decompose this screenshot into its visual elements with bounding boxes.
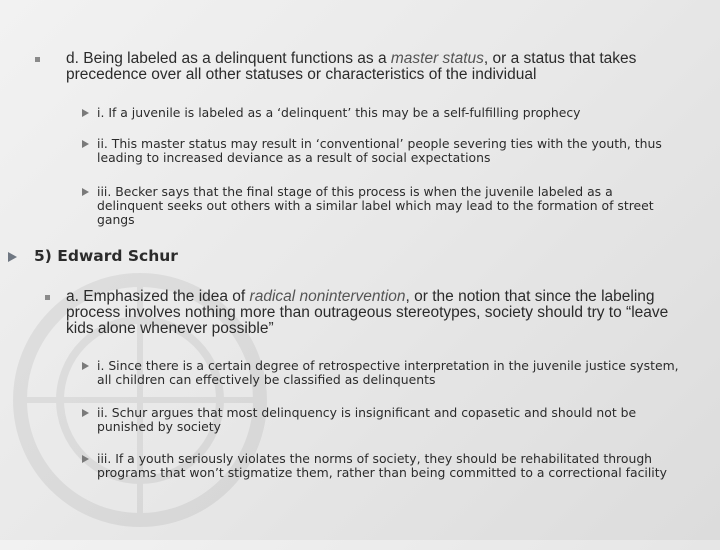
- square-bullet-icon: [35, 57, 40, 62]
- arrow-bullet-icon: [82, 409, 89, 417]
- point-a-i: i. Since there is a certain degree of retrospective interpretation in the juvenile justice system, all children can effectively be classified as delinquents: [97, 358, 679, 387]
- arrow-bullet-icon: [82, 109, 89, 117]
- point-a-text: a. Emphasized the idea of: [66, 288, 250, 305]
- point-a-ii: ii. Schur argues that most delinquency is insignificant and copasetic and should not be punished by society: [97, 405, 637, 434]
- arrow-bullet-icon: [82, 140, 89, 148]
- point-a-text-rest: , or the notion that since the labeling process involves nothing more than outrageous stereotypes, society should try to “leave kids alone whenever possible”: [66, 288, 669, 337]
- point-d-text: d. Being labeled as a delinquent functions as a: [66, 50, 391, 67]
- point-d-i: i. If a juvenile is labeled as a ‘delinquent’ this may be a self-fulfilling prophecy: [97, 105, 581, 120]
- arrow-bullet-icon: [82, 455, 89, 463]
- square-bullet-icon: [45, 295, 50, 300]
- point-d-text-rest: , or a status that takes precedence over all other statuses or characteristics of the individual: [66, 50, 637, 83]
- point-d-italic: master status: [390, 50, 484, 67]
- point-a-italic: radical nonintervention: [249, 288, 406, 305]
- arrow-bullet-icon: [8, 252, 17, 262]
- point-d-iii: iii. Becker says that the final stage of this process is when the juvenile labeled as a delinquent seeks out others with a similar label which may lead to the formation of street gangs: [97, 184, 654, 227]
- point-a: [66, 289, 681, 337]
- section-heading: 5) Edward Schur: [34, 247, 178, 265]
- point-d-ii: ii. This master status may result in ‘conventional’ people severing ties with the youth, thus leading to increased deviance as a result of social expectations: [97, 136, 662, 165]
- arrow-bullet-icon: [82, 362, 89, 370]
- point-d: [66, 51, 691, 83]
- point-a-iii: iii. If a youth seriously violates the norms of society, they should be rehabilitated through programs that won’t stigmatize them, rather than being committed to a correctional facility: [97, 451, 667, 480]
- arrow-bullet-icon: [82, 188, 89, 196]
